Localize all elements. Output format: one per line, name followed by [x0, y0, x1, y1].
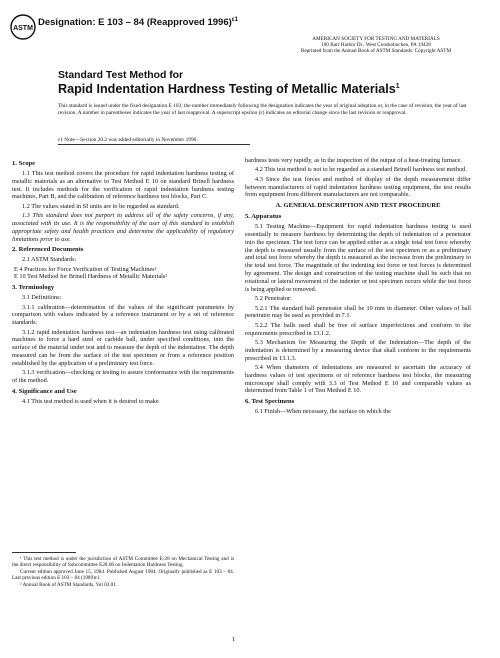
paragraph: 2.1 ASTM Standards:: [22, 256, 77, 264]
paragraph: 5.2.1 The standard ball penetrator shall be 10 mm in diameter. Other values of ball penetrator may be used as provided in 7.1.: [245, 304, 471, 320]
paragraph: 3.1 Definitions:: [22, 294, 62, 302]
right-column: [245, 157, 471, 417]
definition: 3.1.2 rapid indentation hardness test—an indentation hardness test using calibrated machines to force a hard steel or carbide ball, under specified conditions, into the surface of the material under test and to measure the depth of the indentation. The depth measured can be from the surface of the test specimen or from a reference position established by the application of a preliminary test force.: [12, 328, 234, 367]
epsilon-note: ε1 Note—Section 20.2 was added editorially in November 1996.: [58, 137, 198, 143]
svg-text:ASTM: ASTM: [13, 25, 33, 32]
paragraph: 1.1 This test method covers the procedure for rapid indentation hardness testing of metallic materials as an alternative to Test Method E 10 on standard Brinell hardness test. It includes methods for the verification of rapid indentation hardness testing machines, Part B, and the calibration of reference hardness test blocks, Part C.: [12, 169, 234, 201]
astm-logo: [10, 14, 36, 40]
footnote: ² Annual Book of ASTM Standards, Vol 03.01.: [20, 581, 118, 588]
standard-title: [58, 70, 478, 96]
footnote-divider: [12, 552, 76, 553]
section-heading: 4. Significance and Use: [12, 387, 77, 395]
section-heading: 6. Test Specimens: [245, 398, 295, 406]
paragraph: 5.1 Testing Machine—Equipment for rapid indentation hardness testing is used essentially to measure hardness by determining the depth of indentation of a penetrator into the specimen. The test force can be applied either as a single total test force whereby the depth is measured usually from the surface of the test specimen or as a preliminary and total test force whereby the depth is measured as the increase from the preliminary to the total test force. The magnitude of the indenting test force or test forces is determined by agreement. The design and construction of the testing machine shall be such that no rotational or lateral movement of the indenter or test specimen occurs while the test force is being applied or removed.: [245, 223, 471, 293]
paragraph: 6.1 Finish—When necessary, the surface on which the: [255, 408, 391, 416]
society-block: [276, 36, 476, 54]
title-line-1: Standard Test Method for: [58, 70, 184, 81]
paragraph: 4.2 This test method is not to be regarded as a standard Brinell hardness test method.: [255, 166, 467, 174]
society-name: AMERICAN SOCIETY FOR TESTING AND MATERIALS: [312, 36, 440, 42]
page-number: 1: [232, 636, 236, 643]
safety-paragraph: 1.3 This standard does not purport to address all of the safety concerns, if any, associated with its use. It is the responsibility of the user of this standard to establish appropriate safety and health practices and determine the applicability of regulatory limitations prior to use.: [12, 212, 234, 243]
paragraph: 5.3 Mechanism for Measuring the Depth of the Indentation—The depth of the indentation is determined by a measuring device that shall conform to the requirements prescribed in 13.1.3.: [245, 338, 471, 362]
paragraph: 5.2 Penetrator:: [255, 295, 292, 303]
definition: 3.1.1 calibration—determination of the values of the significant parameters by comparison with values indicated by a reference instrument or by a set of reference standards.: [12, 303, 234, 327]
reference-item: E 10 Test Method for Brinell Hardness of Metallic Materials²: [14, 273, 168, 281]
footnotes: [12, 556, 234, 588]
paragraph: hardness tests very rapidly, as in the inspection of the output of a heat-treating furnace.: [245, 157, 462, 164]
issuance-note: This standard is issued under the fixed designation E 103; the number immediately following the designation indicates the year of original adoption or, in the case of revision, the year of last revision. A number in parentheses indicates the year of last reapproval. A superscript epsilon (ε) indicates an editorial change since the last revision or reapproval.: [58, 103, 467, 116]
section-heading: 2. Referenced Documents: [12, 246, 84, 254]
reprint-notice: Reprinted from the Annual Book of ASTM Standards. Copyright ASTM: [300, 48, 452, 54]
designation: Designation: E 103 – 84 (Reapproved 1996)$^{\varepsilon 1}$: [38, 17, 238, 29]
title-line-2: Rapid Indentation Hardness Testing of Metallic Materials$^1$: [58, 82, 400, 96]
title-divider: [58, 144, 250, 145]
part-heading: A. GENERAL DESCRIPTION AND TEST PROCEDURE: [275, 202, 441, 210]
paragraph: 5.4 When diameters of indentations are measured to ascertain the accuracy of hardness values of test specimens or of reference hardness test blocks, the measuring microscope shall comply with 3.3 of Test Method E 10 and comparable values as determined from Table 1 of Test Method E 10.: [245, 363, 471, 395]
footnote: ¹ This test method is under the jurisdiction of ASTM Committee E-28 on Mechanical Testing and is the direct responsibility of Subcommittee E28.06 on Indentation Hardness Testing.: [12, 556, 234, 569]
paragraph: 5.2.2 The balls used shall be free of surface imperfections and conform to the requirements prescribed in 13.1.2.: [245, 321, 471, 337]
definition: 3.1.3 verification—checking or testing to assure conformance with the requirements of the method.: [12, 369, 234, 385]
paragraph: 1.2 The values stated in SI units are to be regarded as standard.: [22, 202, 180, 210]
section-heading: 5. Apparatus: [245, 213, 282, 221]
footnote: Current edition approved June 15, 1984. Published August 1984. Originally published as E 103 – 84. Last previous edition E 103 – 84 (1989)ε1.: [12, 568, 234, 582]
reference-item: E 4 Practices for Force Verification of Testing Machines²: [14, 265, 157, 273]
left-column: [12, 157, 234, 407]
paragraph: 4.3 Since the test forces and method of display of the depth measurement differ between manufacturers of rapid indentation hardness testing equipment, the test results from equipment from different manufacturers are not comparable.: [245, 175, 471, 199]
section-heading: 1. Scope: [12, 160, 36, 167]
section-heading: 3. Terminology: [12, 284, 55, 292]
paragraph: 4.1 This test method is used when it is desired to make: [22, 397, 159, 405]
society-address: 100 Barr Harbor Dr., West Conshohocken, PA 19428: [321, 42, 431, 48]
